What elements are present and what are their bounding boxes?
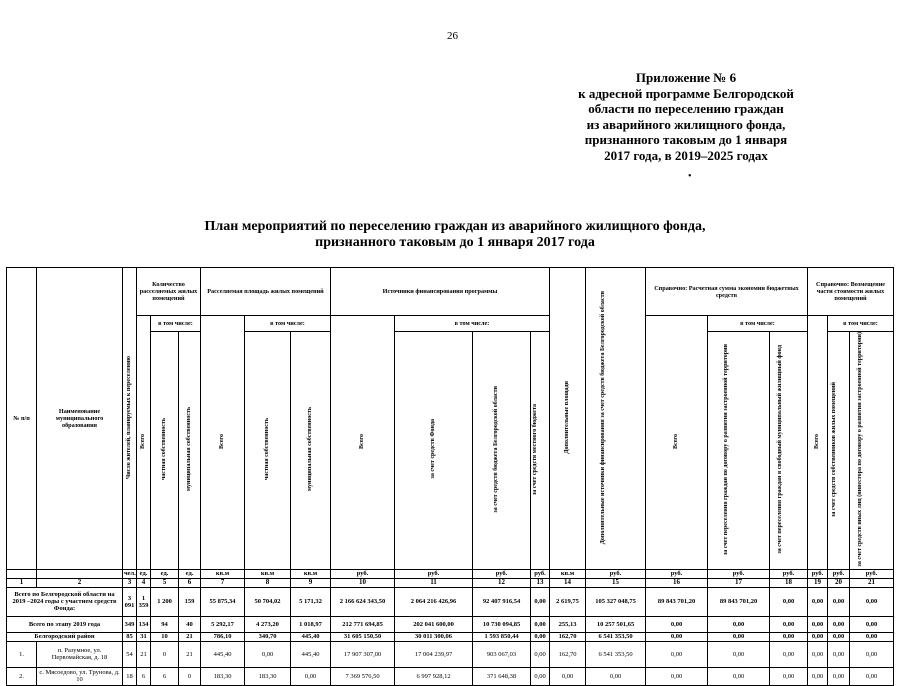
header-area-municipal: муниципальная собственность [291, 332, 331, 570]
unit-cell: кв.м [291, 569, 331, 578]
unit-cell: кв.м [201, 569, 245, 578]
table-cell: 92 407 916,54 [473, 587, 531, 616]
table-cell: 0,00 [808, 616, 828, 632]
unit-cell: руб. [473, 569, 531, 578]
table-cell: 31 605 150,50 [331, 632, 395, 641]
table-cell: 105 327 048,75 [586, 587, 646, 616]
row-name: Белгородский район [7, 632, 123, 641]
colnum-cell: 19 [808, 578, 828, 587]
table-cell: 134 [137, 616, 151, 632]
header-area-private: частная собственность [245, 332, 291, 570]
table-cell: 85 [123, 632, 137, 641]
unit-cell: руб. [708, 569, 770, 578]
colnum-cell: 10 [331, 578, 395, 587]
table-cell: 0,00 [708, 641, 770, 667]
table-cell: 159 [179, 587, 201, 616]
unit-cell [7, 569, 37, 578]
header-rooms-count: Количество расселяемых жилых помещений [137, 268, 201, 316]
table-cell: 21 [179, 632, 201, 641]
table-cell: 1 018,97 [291, 616, 331, 632]
row-name: Всего по этапу 2019 года [7, 616, 123, 632]
table-cell: 6 997 928,12 [395, 667, 473, 685]
table-cell: 5 171,32 [291, 587, 331, 616]
table-cell: 10 257 501,65 [586, 616, 646, 632]
unit-cell: кв.м [550, 569, 586, 578]
table-cell: 10 730 094,85 [473, 616, 531, 632]
header-area: Расселяемая площадь жилых помещений [201, 268, 331, 316]
table-cell: 3 091 [123, 587, 137, 616]
header-rooms-incl: в том числе: [151, 316, 201, 332]
unit-cell: чел. [124, 570, 136, 578]
appendix-line: признанного таковым до 1 января [584, 132, 788, 147]
unit-cell: руб. [646, 569, 708, 578]
unit-cell: ед. [179, 569, 201, 578]
header-comp-other: за счет средств иных лиц (инвестора по договору о развитии застроенной территории) [850, 332, 894, 570]
table-cell: 0,00 [531, 632, 550, 641]
colnum-cell: 21 [850, 578, 894, 587]
table-cell: 0,00 [550, 667, 586, 685]
table-cell: 349 [123, 616, 137, 632]
table-cell: 162,70 [550, 632, 586, 641]
table-cell: 40 [179, 616, 201, 632]
table-cell: 6 541 353,50 [586, 641, 646, 667]
table-cell: 21 [137, 641, 151, 667]
unit-cell: руб. [770, 569, 808, 578]
header-regional-budget: за счет средств бюджета Белгородской области [473, 332, 531, 570]
table-cell: 31 [137, 632, 151, 641]
table-cell: 786,10 [201, 632, 245, 641]
table-cell: 0,00 [850, 616, 894, 632]
colnum-cell: 4 [137, 578, 151, 587]
colnum-cell: 17 [708, 578, 770, 587]
unit-cell: ед. [151, 569, 179, 578]
row-name: Всего по Белгородской области на 2019 –2024 годы с участием средств Фонда: [7, 587, 123, 616]
table-cell: 18 [123, 667, 137, 685]
title-line-2: признанного таковым до 1 января 2017 года [315, 235, 595, 250]
table-cell: 0,00 [291, 667, 331, 685]
header-local-budget: за счет средств местного бюджета [531, 332, 550, 570]
table-cell: 445,40 [291, 641, 331, 667]
header-n-pp: № п/п [7, 268, 37, 570]
unit-cell: руб. [850, 569, 894, 578]
row-name: п. Разумное, ул. Первомайская, д. 18 [37, 641, 123, 667]
colnum-cell: 9 [291, 578, 331, 587]
table-cell: 54 [123, 641, 137, 667]
header-extra-area: Дополнительные площади [550, 268, 586, 570]
table-cell: 89 843 701,20 [646, 587, 708, 616]
header-resettle-dev: за счет переселения граждан по договору о развитии застроенной территории [708, 332, 770, 570]
unit-cell: руб. [331, 569, 395, 578]
table-cell: 0,00 [808, 587, 828, 616]
unit-cell: руб. [828, 569, 850, 578]
appendix-heading [571, 70, 801, 163]
table-row [7, 667, 894, 685]
colnum-cell: 12 [473, 578, 531, 587]
table-cell: 5 292,17 [201, 616, 245, 632]
header-comp-owners: за счет средств собственников жилых помещений [828, 332, 850, 570]
colnum-cell: 15 [586, 578, 646, 587]
table-cell: 0,00 [646, 641, 708, 667]
table-cell: 0,00 [770, 667, 808, 685]
table-cell: 0,00 [586, 667, 646, 685]
header-savings-total: Всего [646, 316, 708, 570]
table-cell: 0,00 [770, 616, 808, 632]
table-cell: 0,00 [850, 632, 894, 641]
stray-mark: • [688, 171, 692, 182]
title-line-1: План мероприятий по переселению граждан из аварийного жилищного фонда, [204, 219, 706, 234]
colnum-cell: 7 [201, 578, 245, 587]
table-cell: 255,13 [550, 616, 586, 632]
header-sources: Источники финансирования программы [331, 268, 550, 316]
table-cell: 89 843 701,20 [708, 587, 770, 616]
header-extra-sources: Дополнительные источники финансирования за счет средств бюджета Белгородской области [586, 268, 646, 570]
table-cell: 0,00 [828, 632, 850, 641]
colnum-cell: 20 [828, 578, 850, 587]
row-number: 2. [7, 667, 37, 685]
table-cell: 6 541 353,50 [586, 632, 646, 641]
table-cell: 903 067,03 [473, 641, 531, 667]
colnum-cell: 16 [646, 578, 708, 587]
table-cell: 0,00 [245, 641, 291, 667]
header-rooms-private: частная собственность [151, 332, 179, 570]
table-cell: 0,00 [531, 616, 550, 632]
table-cell: 0,00 [770, 632, 808, 641]
table-cell: 0,00 [646, 616, 708, 632]
colnum-cell: 8 [245, 578, 291, 587]
table-cell: 0,00 [708, 632, 770, 641]
colnum-cell: 18 [770, 578, 808, 587]
colnum-cell: 1 [7, 578, 37, 587]
header-savings: Справочно: Расчетная сумма экономии бюджетных средств [646, 268, 808, 316]
plan-table [6, 267, 894, 686]
row-name: с. Мясоедово, ул. Трунова, д. 10 [37, 667, 123, 685]
unit-cell: руб. [586, 569, 646, 578]
colnum-cell: 13 [531, 578, 550, 587]
table-cell: 55 875,34 [201, 587, 245, 616]
appendix-line: из аварийного жилищного фонда, [586, 116, 786, 132]
table-cell: 94 [151, 616, 179, 632]
table-cell: 2 166 624 343,50 [331, 587, 395, 616]
colnum-cell: 6 [179, 578, 201, 587]
appendix-line: 2017 года, в 2019–2025 годах [604, 147, 768, 163]
table-cell: 17 004 239,97 [395, 641, 473, 667]
table-cell: 0,00 [828, 641, 850, 667]
unit-cell: руб. [395, 569, 473, 578]
table-cell: 202 041 600,00 [395, 616, 473, 632]
unit-cell: ед. [137, 569, 151, 578]
table-cell: 0,00 [850, 667, 894, 685]
colnum-cell: 14 [550, 578, 586, 587]
unit-cell: руб. [531, 569, 550, 578]
table-cell: 0,00 [770, 641, 808, 667]
table-cell: 0,00 [531, 587, 550, 616]
table-cell: 6 [137, 667, 151, 685]
header-resettle-fund: за счет переселения граждан в свободный муниципальный жилищный фонд [770, 332, 808, 570]
table-cell: 445,40 [201, 641, 245, 667]
table-row-total-all [7, 587, 894, 616]
table-cell: 4 273,20 [245, 616, 291, 632]
table-cell: 0,00 [708, 616, 770, 632]
header-sources-incl: в том числе: [395, 316, 550, 332]
table-cell: 445,40 [291, 632, 331, 641]
header-comp-incl: в том числе: [828, 316, 894, 332]
unit-cell: руб. [808, 569, 828, 578]
table-cell: 162,70 [550, 641, 586, 667]
table-cell: 1 200 [151, 587, 179, 616]
table-cell: 2 619,75 [550, 587, 586, 616]
table-cell: 50 704,02 [245, 587, 291, 616]
unit-cell [37, 569, 123, 578]
appendix-line: к адресной программе Белгородской [578, 85, 794, 101]
table-row-stage-2019 [7, 616, 894, 632]
table-cell: 17 907 307,00 [331, 641, 395, 667]
colnum-cell: 2 [37, 578, 123, 587]
table-cell: 0 [151, 641, 179, 667]
table-cell: 6 [151, 667, 179, 685]
page-number: 26 [447, 30, 458, 42]
header-area-incl: в том числе: [245, 316, 331, 332]
header-sources-total: Всего [331, 316, 395, 570]
header-mo-name: Наименование муниципального образования [37, 268, 123, 570]
header-comp-total: Всего [808, 316, 828, 570]
row-number: 1. [7, 641, 37, 667]
table-cell: 30 011 300,06 [395, 632, 473, 641]
table-cell: 0,00 [770, 587, 808, 616]
colnum-cell: 11 [395, 578, 473, 587]
table-cell: 183,30 [245, 667, 291, 685]
header-residents: Число жителей, планируемых к переселению [123, 268, 137, 570]
table-cell: 21 [179, 641, 201, 667]
table-cell: 0,00 [531, 641, 550, 667]
table-cell: 371 648,38 [473, 667, 531, 685]
table-cell: 2 064 216 426,96 [395, 587, 473, 616]
table-cell: 0,00 [828, 616, 850, 632]
table-cell: 10 [151, 632, 179, 641]
table-cell: 0 [179, 667, 201, 685]
header-savings-incl: в том числе: [708, 316, 808, 332]
table-cell: 0,00 [646, 667, 708, 685]
table-row [7, 641, 894, 667]
table-cell: 212 771 694,85 [331, 616, 395, 632]
table-cell: 0,00 [828, 667, 850, 685]
colnum-cell: 5 [151, 578, 179, 587]
table-cell: 7 369 576,50 [331, 667, 395, 685]
table-cell: 1 593 850,44 [473, 632, 531, 641]
document-title [120, 219, 790, 251]
table-cell: 340,70 [245, 632, 291, 641]
table-cell: 0,00 [850, 587, 894, 616]
table-cell: 0,00 [808, 632, 828, 641]
table-cell: 1 359 [137, 587, 151, 616]
header-compensation: Справочно: Возмещение части стоимости жилых помещений [808, 268, 894, 316]
column-numbers-row [7, 578, 894, 587]
colnum-cell: 3 [123, 578, 137, 587]
header-rooms-municipal: муниципальная собственность [179, 332, 201, 570]
table-cell: 0,00 [808, 641, 828, 667]
table-cell: 183,30 [201, 667, 245, 685]
appendix-line: Приложение № 6 [635, 70, 737, 85]
header-fund: за счет средств Фонда [395, 332, 473, 570]
table-cell: 0,00 [531, 667, 550, 685]
table-cell: 0,00 [646, 632, 708, 641]
header-area-total: Всего [201, 316, 245, 570]
unit-cell: кв.м [245, 569, 291, 578]
table-cell: 0,00 [708, 667, 770, 685]
table-cell: 0,00 [808, 667, 828, 685]
appendix-line: области по переселению граждан [588, 101, 784, 116]
table-cell: 0,00 [850, 641, 894, 667]
header-rooms-total: Всего [137, 316, 151, 570]
table-cell: 0,00 [828, 587, 850, 616]
units-row [7, 569, 894, 578]
